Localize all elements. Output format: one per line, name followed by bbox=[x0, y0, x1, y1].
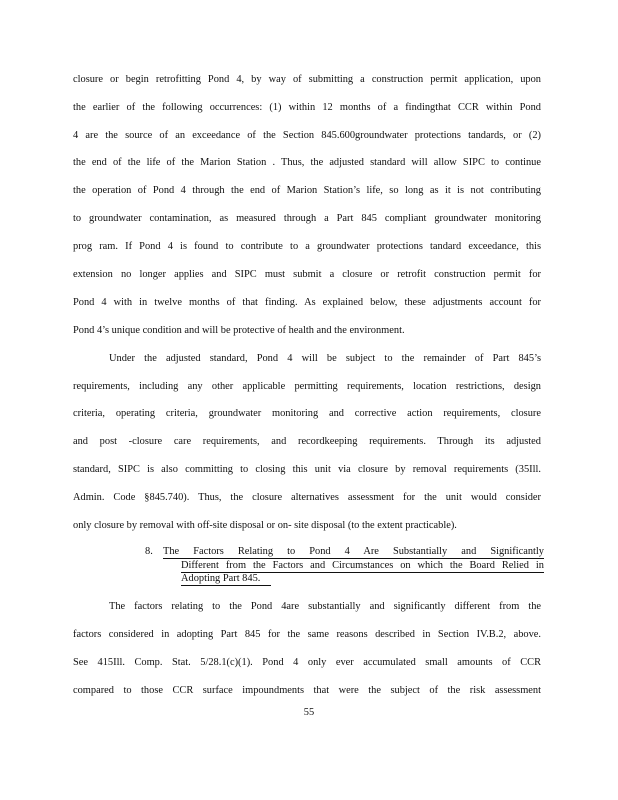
text-line: requirements, including any other applicable permitting requirements, location restrictions, design bbox=[73, 381, 541, 392]
text-line: Pond 4 with in twelve months of that finding. As explained below, these adjustments account for bbox=[73, 297, 541, 308]
text-line: factors considered in adopting Part 845 for the same reasons described in Section IV.B.2, above. bbox=[73, 629, 541, 640]
text-line: Pond 4’s unique condition and will be protective of health and the environment. bbox=[73, 325, 405, 336]
page-number: 55 bbox=[303, 707, 315, 718]
text-line: the end of the life of the Marion Station . Thus, the adjusted standard will allow SIPC to continue bbox=[73, 157, 541, 168]
text-line: Admin. Code §845.740). Thus, the closure alternatives assessment for the unit would consider bbox=[73, 492, 541, 503]
text-line: and post -closure care requirements, and recordkeeping requirements. Through its adjusted bbox=[73, 436, 541, 447]
text-line: Under the adjusted standard, Pond 4 will be subject to the remainder of Part 845’s bbox=[109, 353, 541, 364]
text-line: 4 are the source of an exceedance of the Section 845.600groundwater protections tandards, or (2) bbox=[73, 130, 541, 141]
text-line: the operation of Pond 4 through the end of Marion Station’s life, so long as it is not contributing bbox=[73, 185, 541, 196]
text-line: only closure by removal with off-site disposal or on- site disposal (to the extent practicable). bbox=[73, 520, 457, 531]
text-line: prog ram. If Pond 4 is found to contribute to a groundwater protections tandard exceedance, this bbox=[73, 241, 541, 252]
text-line: standard, SIPC is also committing to closing this unit via closure by removal requirements (35Ill. bbox=[73, 464, 541, 475]
text-line: closure or begin retrofitting Pond 4, by way of submitting a construction permit application, upon bbox=[73, 74, 541, 85]
text-line: compared to those CCR surface impoundments that were the subject of the risk assessment bbox=[73, 685, 541, 696]
text-line: to groundwater contamination, as measured through a Part 845 compliant groundwater monitoring bbox=[73, 213, 541, 224]
text-line: the earlier of the following occurrences: (1) within 12 months of a findingthat CCR within Pond bbox=[73, 102, 541, 113]
heading-line: The Factors Relating to Pond 4 Are Substantially and Significantly bbox=[163, 546, 544, 557]
text-line: See 415Ill. Comp. Stat. 5/28.1(c)(1). Pond 4 only ever accumulated small amounts of CCR bbox=[73, 657, 541, 668]
heading-number: 8. bbox=[145, 546, 153, 557]
heading-line: Different from the Factors and Circumstances on which the Board Relied in bbox=[181, 560, 544, 571]
text-line: criteria, operating criteria, groundwater monitoring and corrective action requirements, closure bbox=[73, 408, 541, 419]
text-line: The factors relating to the Pond 4are substantially and significantly different from the bbox=[109, 601, 541, 612]
text-line: extension no longer applies and SIPC must submit a closure or retrofit construction permit for bbox=[73, 269, 541, 280]
heading-line: Adopting Part 845. bbox=[181, 573, 271, 586]
